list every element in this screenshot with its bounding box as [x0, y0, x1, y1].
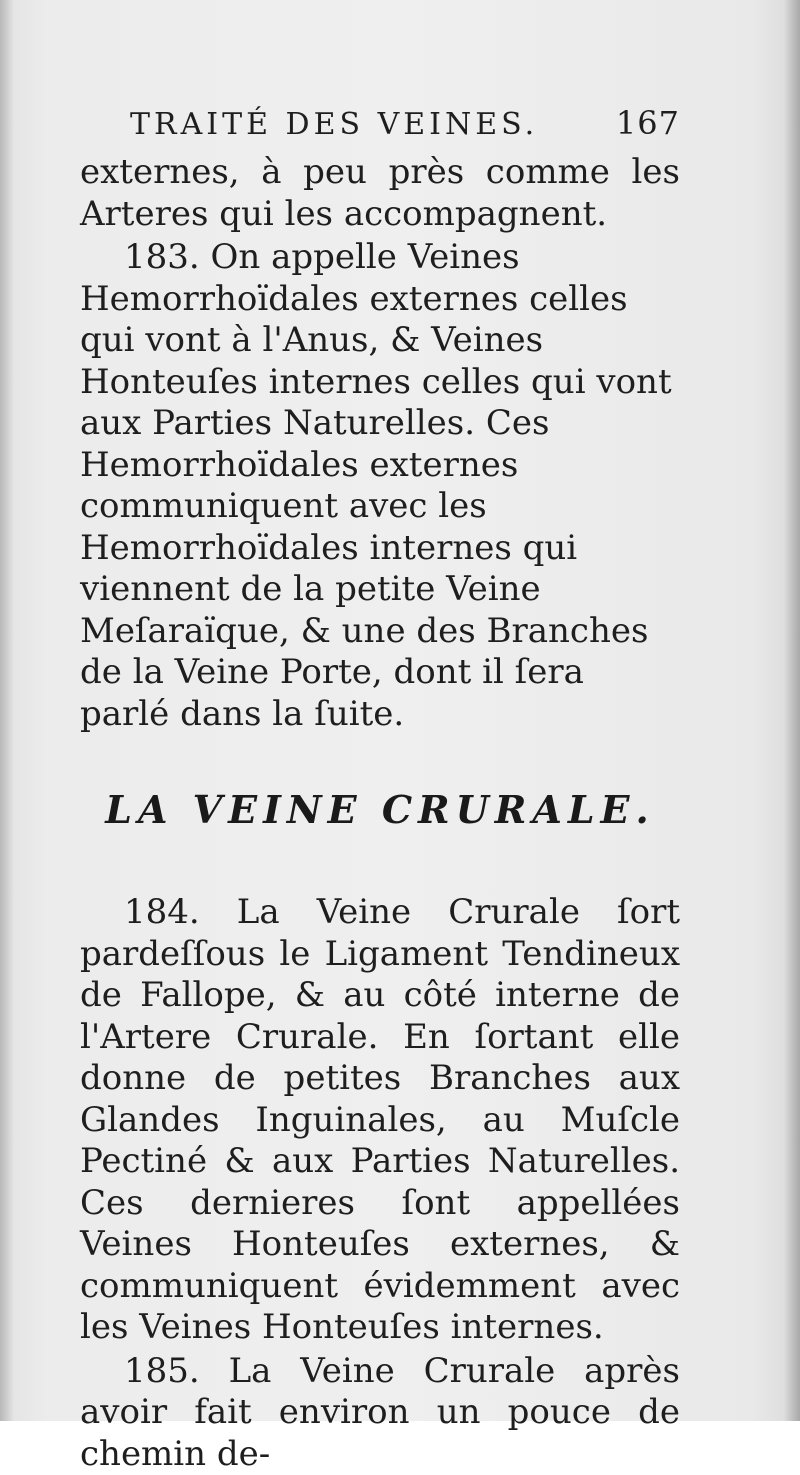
text-column: [80, 104, 680, 1475]
running-head: [80, 104, 680, 152]
paragraph-185: 185. La Veine Crurale après avoir fait environ un pouce de chemin de-: [80, 1351, 680, 1475]
paragraph-183: 183. On appelle Veines Hemorrhoïdales externes celles qui vont à l'Anus, & Veines Honteuſes internes celles qui vont aux Parties Naturelles. Ces Hemorrhoïdales externes communiquent avec les Hemorrhoïdales internes qui viennent de la petite Veine Meſaraïque, & une des Branches de la Veine Porte, dont il ſera parlé dans la ſuite.: [80, 237, 680, 735]
paragraph-continuation: externes, à peu près comme les Arteres qui les accompagnent.: [80, 152, 680, 235]
page-edge-shadow-right: [784, 0, 800, 1421]
paragraph-184: 184. La Veine Crurale ſort pardeſſous le Ligament Tendineux de Fallope, & au côté interne de l'Artere Crurale. En ſortant elle donne de petites Branches aux Glandes Inguinales, au Muſcle Pectiné & aux Parties Naturelles. Ces dernieres ſont appellées Veines Honteuſes externes, & communiquent évidemment avec les Veines Honteuſes internes.: [80, 892, 680, 1349]
section-heading: LA VEINE CRURALE.: [80, 787, 680, 832]
running-head-title: TRAITÉ DES VEINES.: [130, 107, 538, 142]
page-number: 167: [616, 104, 680, 142]
page-edge-shadow-left: [0, 0, 14, 1421]
